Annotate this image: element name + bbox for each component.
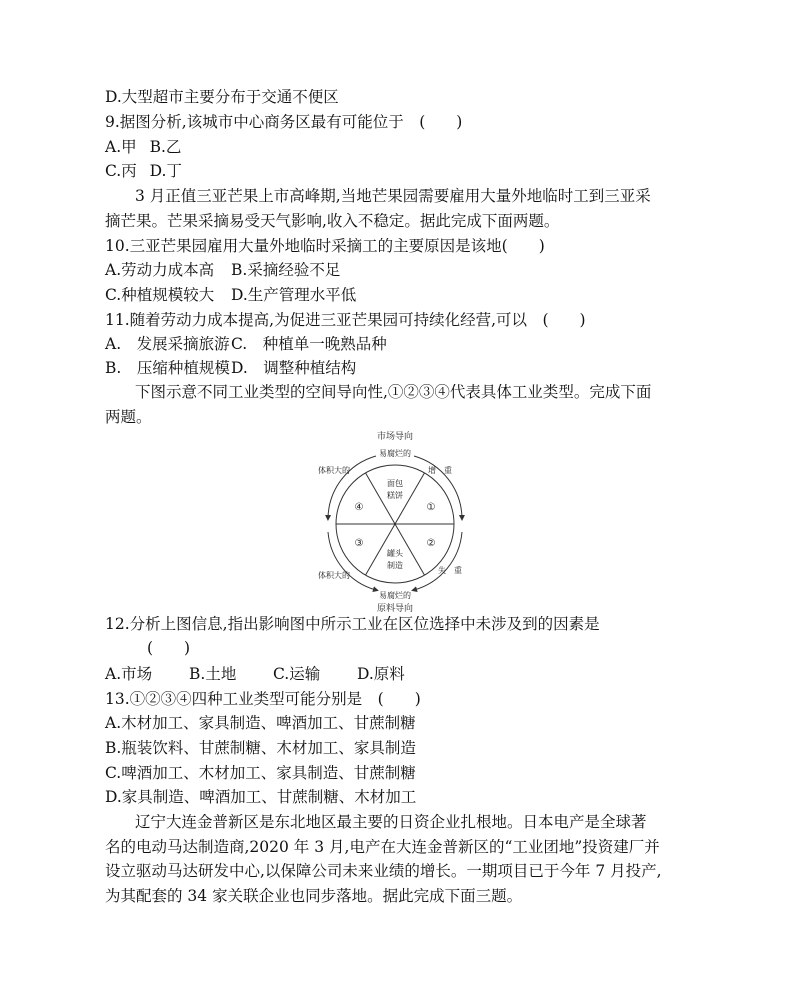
option-a: A.甲 — [105, 138, 137, 156]
option-b: B.采摘经验不足 — [231, 261, 341, 279]
option-b: B.土地 — [189, 665, 237, 683]
question-13: 13.①②③④四种工业类型可能分别是 ( ) — [105, 690, 421, 708]
sector-4-number: ④ — [354, 502, 364, 513]
passage-dalian-1: 辽宁大连金普新区是东北地区最主要的日资企业扎根地。日本电产是全球著 — [135, 813, 647, 831]
options-q11-bd — [105, 358, 357, 378]
options-q11-ac — [105, 334, 387, 354]
option-a: A.劳动力成本高 — [105, 261, 215, 279]
option-d: D.原料 — [357, 665, 405, 683]
option-c: C.种植规模较大 — [105, 286, 215, 304]
raw-material-orientation-label: 原料导向 — [376, 604, 414, 614]
top-perishable-label: 易腐烂的 — [379, 449, 411, 458]
option-a: A.市场 — [105, 665, 153, 683]
options-q9-cd — [105, 161, 182, 181]
passage-mango-1: 3 月正值三亚芒果上市高峰期,当地芒果园需要雇用大量外地临时工到三亚采 — [135, 187, 651, 205]
bread-label-1: 面包 — [387, 479, 403, 488]
options-q10-ab — [105, 260, 341, 280]
passage-mango-2: 摘芒果。芒果采摘易受天气影响,收入不稳定。据此完成下面两题。 — [105, 212, 560, 230]
bottom-left-arrow — [328, 532, 376, 590]
option-d-q8: D.大型超市主要分布于交通不便区 — [105, 88, 339, 106]
option-b: B.乙 — [149, 138, 182, 156]
bottom-bulky-label: 体积大的 — [318, 571, 350, 580]
question-9: 9.据图分析,该城市中心商务区最有可能位于 ( ) — [105, 113, 463, 131]
sector-1-number: ① — [426, 502, 436, 513]
option-b: B. 压缩种植规模 — [105, 359, 230, 377]
weight-gain-label: 增 重 — [428, 466, 452, 475]
options-q12 — [105, 664, 405, 684]
bottom-right-arrow — [414, 532, 462, 590]
option-d-q13: D.家具制造、啤酒加工、甘蔗制糖、木材加工 — [105, 788, 417, 806]
weight-loss-label: 失 重 — [438, 566, 462, 575]
sector-3-number: ③ — [354, 538, 364, 549]
option-c: C.运输 — [273, 665, 321, 683]
passage-dalian-2: 名的电动马达制造商,2020 年 3 月,电产在大连金普新区的“工业团地”投资建厂并 — [105, 838, 660, 856]
options-q10-cd — [105, 285, 357, 305]
industry-orientation-diagram — [316, 428, 474, 614]
question-12-bracket: ( ) — [147, 639, 191, 657]
option-a-q13: A.木材加工、家具制造、啤酒加工、甘蔗制糖 — [105, 714, 416, 732]
options-q9-ab — [105, 137, 181, 157]
canning-label-1: 罐头 — [387, 549, 403, 558]
question-10: 10.三亚芒果园雇用大量外地临时采摘工的主要原因是该地( ) — [105, 237, 545, 255]
question-11: 11.随着劳动力成本提高,为促进三亚芒果园可持续化经营,可以 ( ) — [105, 311, 586, 329]
market-orientation-label: 市场导向 — [376, 432, 414, 442]
passage-industry-1: 下图示意不同工业类型的空间导向性,①②③④代表具体工业类型。完成下面 — [135, 383, 652, 401]
option-d: D.生产管理水平低 — [231, 286, 357, 304]
option-b-q13: B.瓶装饮料、甘蔗制糖、木材加工、家具制造 — [105, 739, 416, 757]
passage-industry-2: 两题。 — [105, 408, 152, 426]
canning-label-2: 制造 — [387, 561, 403, 570]
sector-2-number: ② — [426, 538, 436, 549]
bread-label-2: 糕饼 — [387, 491, 403, 500]
option-c-q13: C.啤酒加工、木材加工、家具制造、甘蔗制糖 — [105, 764, 416, 782]
option-c: C.丙 — [105, 162, 137, 180]
question-12: 12.分析上图信息,指出影响图中所示工业在区位选择中未涉及到的因素是 — [105, 615, 600, 633]
option-a: A. 发展采摘旅游 — [105, 335, 230, 353]
option-d: D.丁 — [149, 162, 182, 180]
passage-dalian-3: 设立驱动马达研发中心,以保障公司未来业绩的增长。一期项目已于今年 7 月投产, — [105, 862, 662, 880]
passage-dalian-4: 为其配套的 34 家关联企业也同步落地。据此完成下面三题。 — [105, 887, 523, 905]
bottom-perishable-label: 易腐烂的 — [379, 591, 411, 600]
option-d: D. 调整种植结构 — [231, 359, 357, 377]
option-c: C. 种植单一晚熟品种 — [231, 335, 387, 353]
top-bulky-label: 体积大的 — [318, 466, 350, 475]
